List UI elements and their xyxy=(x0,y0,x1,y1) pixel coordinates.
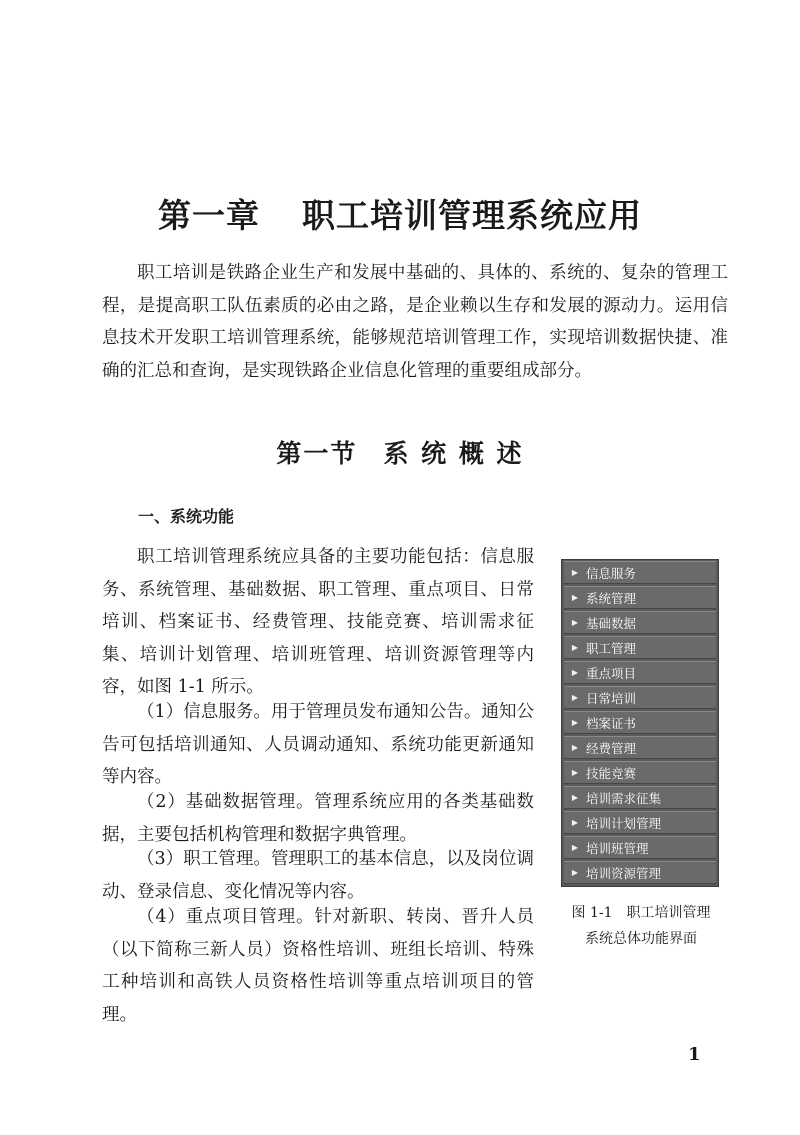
triangle-right-icon: ▶ xyxy=(571,643,579,652)
menu-item-funds-management[interactable] xyxy=(564,736,716,759)
menu-item-label: 基础数据 xyxy=(586,615,637,631)
section-name: 系 统 概 述 xyxy=(383,439,524,468)
menu-item-label: 经费管理 xyxy=(586,740,637,756)
item4-paragraph: （4）重点项目管理。针对新职、转岗、晋升人员（以下简称三新人员）资格性培训、班组长培训、特殊工种培训和高铁人员资格性培训等重点培训项目的管理。 xyxy=(102,907,534,1025)
figure-caption-line1: 职工培训管理 xyxy=(626,905,711,921)
menu-item-label: 信息服务 xyxy=(586,565,637,581)
section-title xyxy=(0,434,800,474)
menu-item-staff-management[interactable] xyxy=(564,636,716,659)
triangle-right-icon: ▶ xyxy=(571,768,579,777)
chapter-title xyxy=(0,192,800,240)
function-menu-figure xyxy=(561,559,719,887)
menu-item-label: 档案证书 xyxy=(586,715,637,731)
section-label: 第一节 xyxy=(276,439,358,468)
triangle-right-icon: ▶ xyxy=(571,843,579,852)
item2-paragraph: （2）基础数据管理。管理系统应用的各类基础数据，主要包括机构管理和数据字典管理。 xyxy=(102,792,534,845)
triangle-right-icon: ▶ xyxy=(571,818,579,827)
page-number: 1 xyxy=(688,1044,701,1065)
chapter-name: 职工培训管理系统应用 xyxy=(302,196,642,235)
menu-item-label: 系统管理 xyxy=(586,590,637,606)
item1-paragraph: （1）信息服务。用于管理员发布通知公告。通知公告可包括培训通知、人员调动通知、系统功能更新通知等内容。 xyxy=(102,702,534,787)
triangle-right-icon: ▶ xyxy=(571,718,579,727)
menu-item-key-projects[interactable] xyxy=(564,661,716,684)
chapter-label: 第一章 xyxy=(158,196,260,235)
triangle-right-icon: ▶ xyxy=(571,793,579,802)
subsection-heading: 一、系统功能 xyxy=(138,507,235,526)
item3-paragraph: （3）职工管理。管理职工的基本信息，以及岗位调动、登录信息、变化情况等内容。 xyxy=(102,849,534,902)
triangle-right-icon: ▶ xyxy=(571,868,579,877)
menu-item-daily-training[interactable] xyxy=(564,686,716,709)
figure-caption xyxy=(548,900,734,952)
menu-item-archive-certificates[interactable] xyxy=(564,711,716,734)
menu-item-label: 培训资源管理 xyxy=(586,865,662,881)
menu-item-training-class[interactable] xyxy=(564,836,716,859)
figure-caption-line2: 系统总体功能界面 xyxy=(585,931,697,947)
menu-item-label: 职工管理 xyxy=(586,640,637,656)
menu-item-label: 培训计划管理 xyxy=(586,815,662,831)
menu-item-training-plan[interactable] xyxy=(564,811,716,834)
menu-item-info-service[interactable] xyxy=(564,561,716,584)
menu-item-label: 培训需求征集 xyxy=(586,790,662,806)
menu-item-label: 日常培训 xyxy=(586,690,637,706)
menu-item-system-management[interactable] xyxy=(564,586,716,609)
menu-item-training-resources[interactable] xyxy=(564,861,716,884)
triangle-right-icon: ▶ xyxy=(571,693,579,702)
menu-item-label: 培训班管理 xyxy=(586,840,649,856)
menu-item-training-needs[interactable] xyxy=(564,786,716,809)
menu-item-basic-data[interactable] xyxy=(564,611,716,634)
menu-item-label: 技能竞赛 xyxy=(586,765,637,781)
triangle-right-icon: ▶ xyxy=(571,618,579,627)
triangle-right-icon: ▶ xyxy=(571,568,579,577)
functions-paragraph: 职工培训管理系统应具备的主要功能包括：信息服务、系统管理、基础数据、职工管理、重点项目、日常培训、档案证书、经费管理、技能竞赛、培训需求征集、培训计划管理、培训班管理、培训资源管理等内容，如图 1-1 所示。 xyxy=(102,547,534,697)
triangle-right-icon: ▶ xyxy=(571,743,579,752)
menu-item-label: 重点项目 xyxy=(586,665,637,681)
triangle-right-icon: ▶ xyxy=(571,668,579,677)
figure-number: 图 1-1 xyxy=(571,905,613,921)
triangle-right-icon: ▶ xyxy=(571,593,579,602)
menu-item-skill-competition[interactable] xyxy=(564,761,716,784)
intro-paragraph: 职工培训是铁路企业生产和发展中基础的、具体的、系统的、复杂的管理工程，是提高职工队伍素质的必由之路，是企业赖以生存和发展的源动力。运用信息技术开发职工培训管理系统，能够规范培训管理工作，实现培训数据快捷、准确的汇总和查询，是实现铁路企业信息化管理的重要组成部分。 xyxy=(102,263,728,381)
